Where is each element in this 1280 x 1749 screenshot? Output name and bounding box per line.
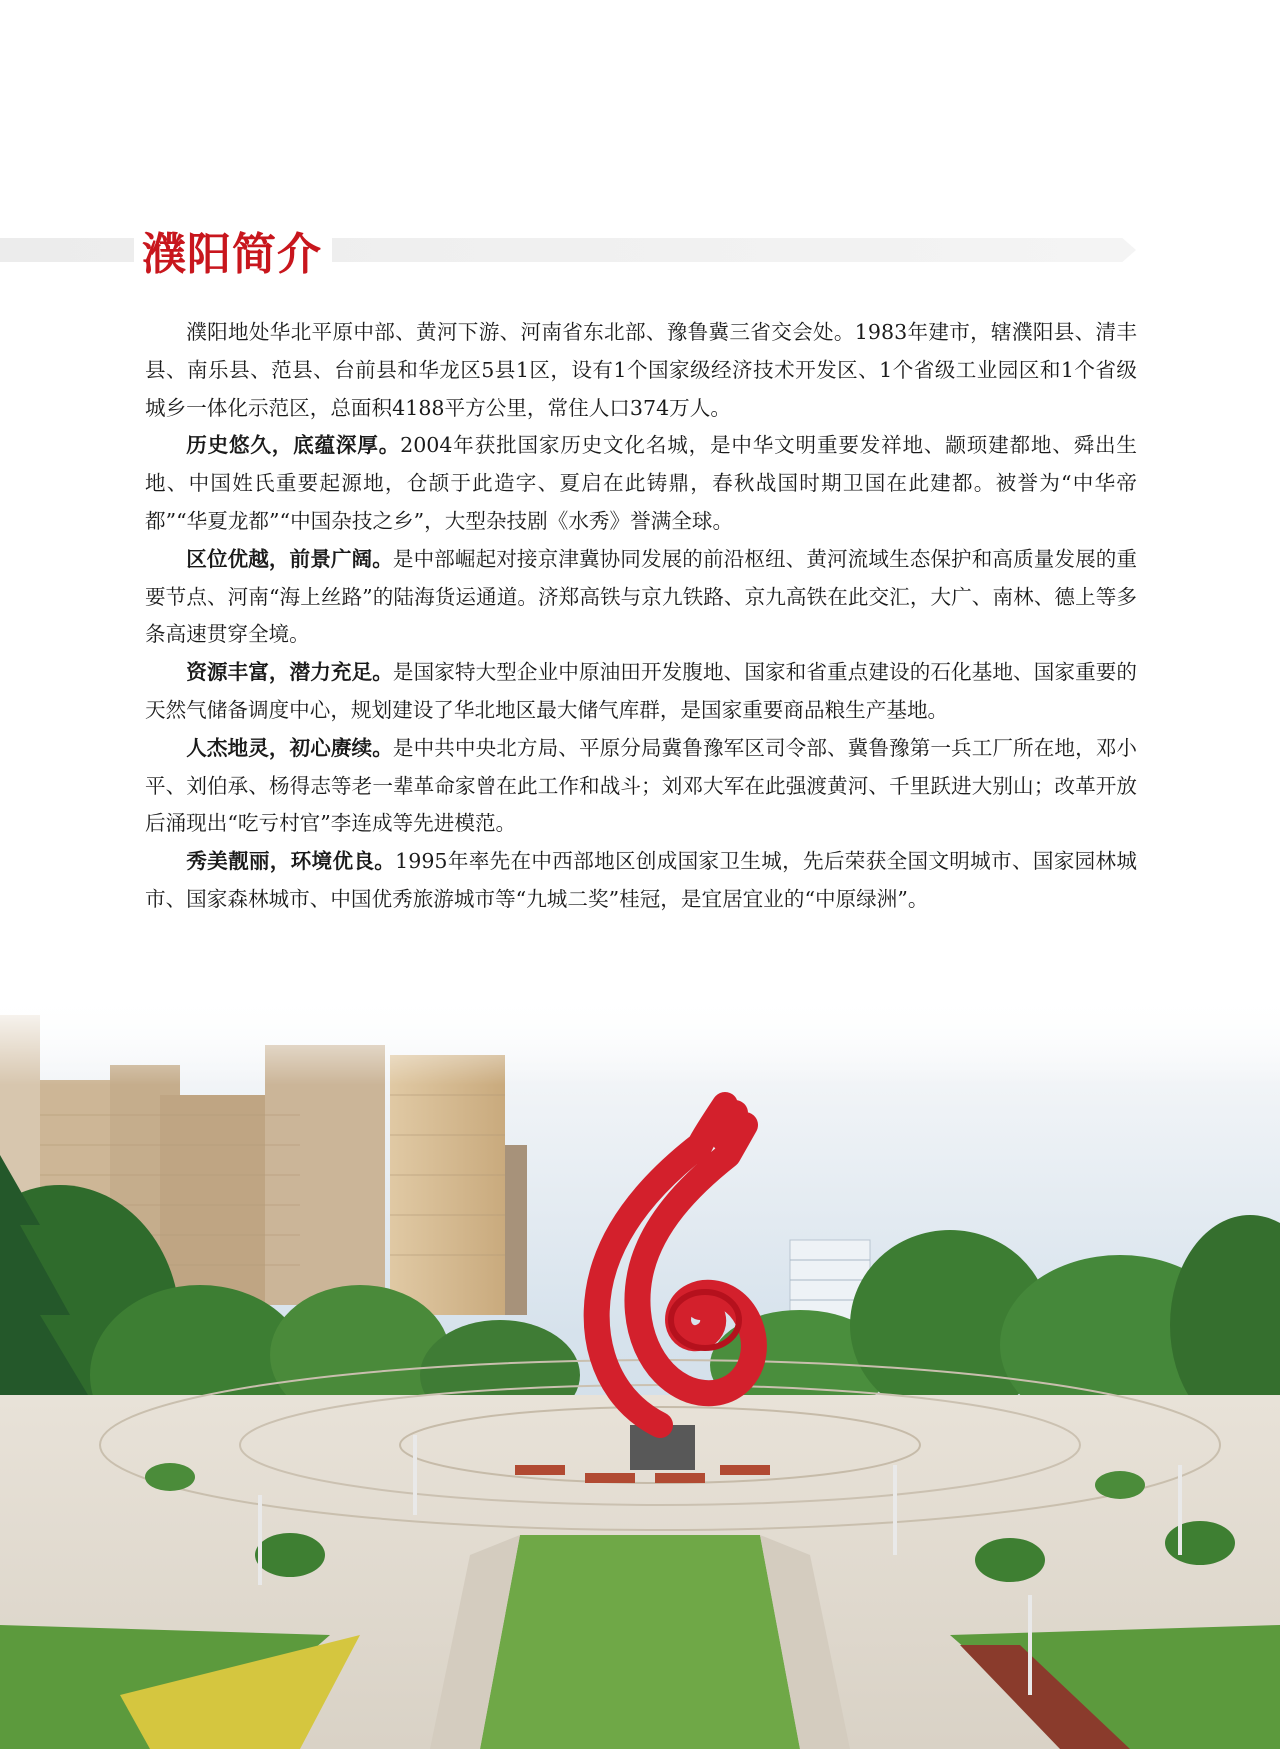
paragraph bbox=[145, 541, 1137, 654]
central-lawn bbox=[480, 1535, 800, 1749]
paragraph bbox=[145, 427, 1137, 540]
paragraph bbox=[145, 314, 1137, 427]
intro-text bbox=[145, 314, 1137, 919]
paragraph-body: 濮阳地处华北平原中部、黄河下游、河南省东北部、豫鲁冀三省交会处。1983年建市，辖濮阳县、清丰县、南乐县、范县、台前县和华龙区5县1区，设有1个国家级经济技术开发区、1个省级工业园区和1个省级城乡一体化示范区，总面积4188平方公里，常住人口374万人。 bbox=[145, 320, 1137, 420]
page-title: 濮阳简介 bbox=[142, 229, 322, 280]
paragraph-body: 1995年率先在中西部地区创成国家卫生城，先后荣获全国文明城市、国家园林城市、国家森林城市、中国优秀旅游城市等“九城二奖”桂冠，是宜居宜业的“中原绿洲”。 bbox=[145, 849, 1138, 911]
paragraph-body: 是国家特大型企业中原油田开发腹地、国家和省重点建设的石化基地、国家重要的天然气储备调度中心，规划建设了华北地区最大储气库群，是国家重要商品粮生产基地。 bbox=[145, 660, 1137, 722]
paragraph bbox=[145, 654, 1137, 730]
paragraph-lead: 区位优越，前景广阔。 bbox=[186, 546, 393, 571]
paragraph-lead: 历史悠久，底蕴深厚。 bbox=[186, 433, 401, 458]
city-square-photo bbox=[0, 995, 1280, 1749]
paragraph-lead: 资源丰富，潜力充足。 bbox=[186, 660, 393, 685]
paragraph bbox=[145, 730, 1137, 843]
paragraph-body: 是中共中央北方局、平原分局冀鲁豫军区司令部、冀鲁豫第一兵工厂所在地，邓小平、刘伯承、杨得志等老一辈革命家曾在此工作和战斗；刘邓大军在此强渡黄河、千里跃进大别山；改革开放后涌现出“吃亏村官”李连成等先进模范。 bbox=[145, 735, 1137, 836]
city-square-illustration bbox=[0, 995, 1280, 1749]
title-box bbox=[134, 222, 332, 278]
paragraph-lead: 秀美靓丽，环境优良。 bbox=[186, 849, 396, 874]
paragraph-body: 是中部崛起对接京津冀协同发展的前沿枢纽、黄河流域生态保护和高质量发展的重要节点、河南“海上丝路”的陆海货运通道。济郑高铁与京九铁路、京九高铁在此交汇，大广、南林、德上等多条高速贯穿全境。 bbox=[145, 546, 1137, 647]
paragraph-body: 2004年获批国家历史文化名城，是中华文明重要发祥地、颛顼建都地、舜出生地、中国姓氏重要起源地，仓颉于此造字、夏启在此铸鼎，春秋战国时期卫国在此建都。被誉为“中华帝都”“华夏龙都”“中国杂技之乡”，大型杂技剧《水秀》誉满全球。 bbox=[145, 433, 1137, 533]
paragraph-lead: 人杰地灵，初心赓续。 bbox=[186, 735, 393, 760]
paragraph bbox=[145, 843, 1137, 919]
